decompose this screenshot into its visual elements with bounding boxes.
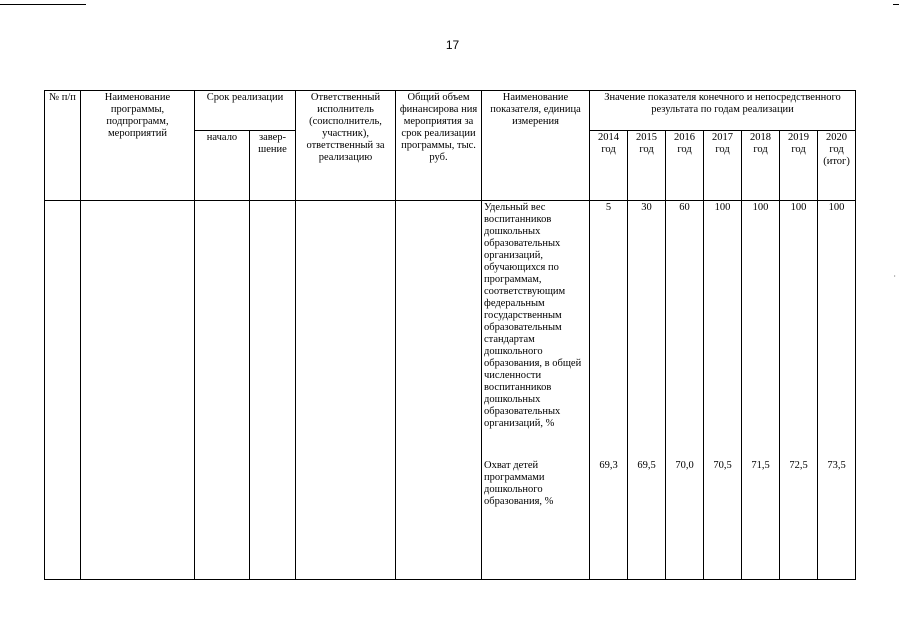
header-executor: Ответственный исполнитель (соисполнитель, участник), ответственный за реализацию	[296, 91, 396, 201]
value-2-2014: 69,3	[599, 460, 618, 471]
value-1-2019: 100	[790, 202, 807, 213]
indicator-name-2: Охват детей программами дошкольного образования, %	[484, 460, 554, 507]
cell-name	[81, 201, 195, 580]
value-1-2017: 100	[714, 202, 731, 213]
cell-2018	[742, 201, 780, 580]
cell-2014	[590, 201, 628, 580]
page-number: 17	[445, 38, 460, 52]
header-end: завер-шение	[250, 131, 296, 201]
cell-financing	[396, 201, 482, 580]
header-year-2020: 2020 год (итог)	[818, 131, 856, 201]
header-values-group: Значение показателя конечного и непосредственного результата по годам реализации	[590, 91, 856, 131]
header-row-1	[45, 91, 856, 131]
data-row	[45, 201, 856, 580]
top-right-mark	[893, 4, 899, 5]
value-1-2018: 100	[752, 202, 769, 213]
header-year-2017: 2017 год	[704, 131, 742, 201]
header-year-2018: 2018 год	[742, 131, 780, 201]
value-1-2015: 30	[641, 202, 652, 213]
value-2-2015: 69,5	[637, 460, 656, 471]
value-2-2020: 73,5	[827, 460, 846, 471]
cell-end	[250, 201, 296, 580]
cell-indicators	[482, 201, 590, 580]
cell-2020	[818, 201, 856, 580]
header-year-2015: 2015 год	[628, 131, 666, 201]
cell-start	[195, 201, 250, 580]
value-1-2016: 60	[679, 202, 690, 213]
margin-mark: ·	[893, 272, 896, 281]
indicator-name-1: Удельный вес воспитанников дошкольных образовательных организаций, обучающихся по программам, соответствующим федеральным государственным образовательным стандартам дошкольного образования, в общей численности воспитанников дошкольных образовательных организаций, %	[484, 202, 582, 429]
top-rule	[0, 4, 86, 5]
cell-2017	[704, 201, 742, 580]
header-indicator: Наименование показателя, единица измерения	[482, 91, 590, 201]
value-2-2018: 71,5	[751, 460, 770, 471]
header-term: Срок реализации	[195, 91, 296, 131]
cell-2019	[780, 201, 818, 580]
header-year-2019: 2019 год	[780, 131, 818, 201]
cell-num	[45, 201, 81, 580]
value-2-2017: 70,5	[713, 460, 732, 471]
cell-executor	[296, 201, 396, 580]
header-year-2014: 2014 год	[590, 131, 628, 201]
header-financing: Общий объем финансирова ния мероприятия за срок реализации программы, тыс. руб.	[396, 91, 482, 201]
value-1-2014: 5	[605, 202, 612, 213]
header-name: Наименование программы, подпрограмм, мероприятий	[81, 91, 195, 201]
value-2-2016: 70,0	[675, 460, 694, 471]
header-num: № п/п	[45, 91, 81, 201]
header-start: начало	[195, 131, 250, 201]
value-1-2020: 100	[828, 202, 845, 213]
cell-2015	[628, 201, 666, 580]
header-year-2016: 2016 год	[666, 131, 704, 201]
indicator-table	[44, 90, 856, 580]
value-2-2019: 72,5	[789, 460, 808, 471]
cell-2016	[666, 201, 704, 580]
